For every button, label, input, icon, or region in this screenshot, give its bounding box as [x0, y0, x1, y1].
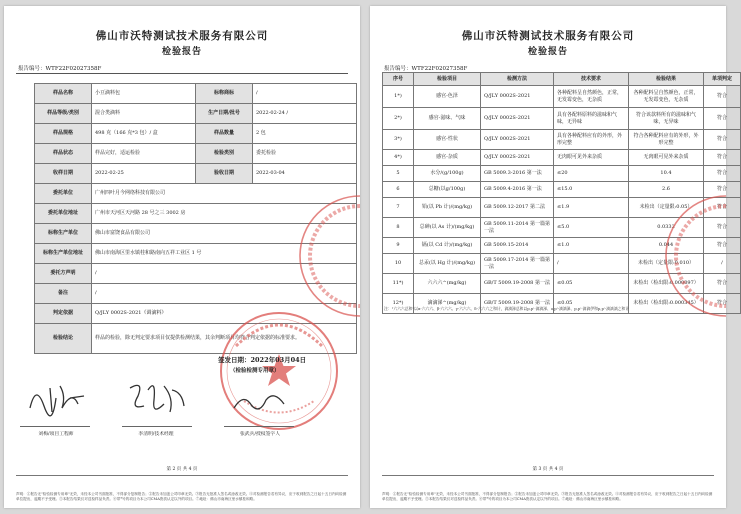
result-cell-method: GB 5009.3-2016 第一法	[481, 166, 554, 182]
field-label: 判定依据	[35, 304, 92, 324]
field-label: 样品数量	[196, 124, 253, 144]
info-row	[35, 184, 357, 204]
result-cell-item: 感官-滋味、气味	[414, 108, 481, 130]
result-cell-item: 滴滴涕^(mg/kg)	[414, 294, 481, 314]
result-cell-verdict: 符合	[704, 150, 741, 166]
field-value: 498 克（166 克*3 包）/ 盒	[92, 124, 196, 144]
signature-line-3	[224, 426, 294, 427]
report-number: 报告编号：WTF22F02027358F	[18, 66, 102, 72]
result-cell-no: 9	[383, 238, 414, 254]
result-cell-item: 感官-性状	[414, 130, 481, 150]
seam-stamp	[346, 196, 360, 316]
result-cell-method: GB 5009.4-2016 第一法	[481, 182, 554, 198]
result-row	[383, 198, 741, 218]
result-cell-result: 未检出（定量限:0.010）	[629, 254, 704, 274]
field-value: 2022-03-04	[253, 164, 357, 184]
seam-stamp	[710, 196, 726, 316]
field-value: 2 包	[253, 124, 357, 144]
signer-1: 刘梅/项目工程师	[38, 432, 74, 437]
footer-rule	[382, 475, 714, 476]
result-cell-req: ≤5.0	[554, 218, 629, 238]
result-cell-verdict: 符合	[704, 198, 741, 218]
field-label: 样品规格	[35, 124, 92, 144]
result-cell-result: 0.0332	[629, 218, 704, 238]
field-value: 委托检验	[253, 144, 357, 164]
result-cell-verdict: 符合	[704, 182, 741, 198]
field-value: 小豆滴料包	[92, 84, 196, 104]
result-cell-req: 具有各配料原料的滋味和气味，无异味	[554, 108, 629, 130]
result-cell-no: 2*)	[383, 108, 414, 130]
result-cell-req: ≤15.0	[554, 182, 629, 198]
result-cell-item: 感官-色泽	[414, 86, 481, 108]
result-cell-result: 2.6	[629, 182, 704, 198]
result-row	[383, 150, 741, 166]
field-value: 样品完好，适运检验	[92, 144, 196, 164]
signature-1	[26, 378, 86, 418]
result-cell-no: 11*)	[383, 274, 414, 294]
signature-2	[124, 376, 188, 420]
report-page-2	[4, 6, 360, 508]
header-rule	[16, 73, 348, 74]
field-label: 备注	[35, 284, 92, 304]
company-name: 佛山市沃特测试技术服务有限公司	[95, 30, 269, 42]
result-cell-item: 感官-杂质	[414, 150, 481, 166]
field-value: Q/JLY 0002S-2021《调滴料》	[92, 304, 357, 324]
result-cell-verdict: /	[704, 254, 741, 274]
signer-2: 李清明/技术经理	[138, 432, 174, 437]
result-cell-result: 未检出（定量限:0.05）	[629, 198, 704, 218]
info-row	[35, 144, 357, 164]
field-label: 检验类别	[196, 144, 253, 164]
result-cell-req: 无肉眼可见外来杂质	[554, 150, 629, 166]
result-row	[383, 86, 741, 108]
field-label: 生产日期/批号	[196, 104, 253, 124]
result-cell-no: 8	[383, 218, 414, 238]
page-number: 第 2 页 共 4 页	[166, 467, 198, 472]
field-label: 样品等级/类别	[35, 104, 92, 124]
result-cell-method: GB/T 5009.19-2008 第一法	[481, 294, 554, 314]
result-cell-no: 10	[383, 254, 414, 274]
document-title: 检验报告	[161, 47, 202, 57]
info-row	[35, 104, 357, 124]
field-value: 2022-02-24 /	[253, 104, 357, 124]
result-cell-item: 总砷(以 As 计)/(mg/kg)	[414, 218, 481, 238]
result-cell-req: ≤1.9	[554, 198, 629, 218]
result-cell-verdict: 符合	[704, 274, 741, 294]
result-cell-item: 总糖(以g/100g)	[414, 182, 481, 198]
seal-caption: （检验检测专用章）	[230, 368, 280, 374]
field-value: 佛山市南海区里水镇桂和路南向五祥工业区 1 号	[92, 244, 357, 264]
signature-line-1	[20, 426, 90, 427]
result-cell-no: 12*)	[383, 294, 414, 314]
footnote: 声明：①报告无"检验检测专用章"无效，未经本公司书面批准，不得部分复制报告；②报告未加盖公司印章无效。③报告无批准人签名或涂改无效。④对检测报告若有异议，应于收到报告之日起十五日内向检测单位提出，逾期不予受理。⑤本报告结果仅对送检样品负责。⑥带*号的项目为本公司CMA资质认定以外的项目。⑦地址：佛山市南海区里水镇桂和路。	[16, 492, 347, 502]
result-cell-item: 总汞(以 Hg 计)/(mg/kg)	[414, 254, 481, 274]
col-header: 序号	[383, 73, 414, 86]
result-cell-no: 7	[383, 198, 414, 218]
field-label: 标称商标	[196, 84, 253, 104]
report-number: 报告编号：WTF22F02027358F	[384, 66, 468, 72]
field-value: 广州市天河区天河路 28 号之三 3002 房	[92, 204, 357, 224]
footnote: 声明：①报告无"检验检测专用章"无效，未经本公司书面批准，不得部分复制报告；②报告未加盖公司印章无效。③报告无批准人签名或涂改无效。④对检测报告若有异议，应于收到报告之日起十五日内向检测单位提出，逾期不予受理。⑤本报告结果仅对送检样品负责。⑥带*号的项目为本公司CMA资质认定以外的项目。⑦地址：佛山市南海区里水镇桂和路。	[382, 492, 713, 502]
field-value: 佛山市富饶食品有限公司	[92, 224, 357, 244]
field-value: 广州四叶月今网络科技有限公司	[92, 184, 357, 204]
result-cell-result: 符合该款料所有的滋味和气味，无异味	[629, 108, 704, 130]
field-value: 样品的检验，除无判定要求项目仅提供检测结果，其余判断项目均符合判定依据的标准要求。	[92, 324, 357, 354]
result-cell-item: 六六六^(mg/kg)	[414, 274, 481, 294]
result-row	[383, 108, 741, 130]
result-cell-item: 水分/(g/100g)	[414, 166, 481, 182]
result-cell-result: 未检出（检出限:0.000097）	[629, 274, 704, 294]
field-label: 验收日期	[196, 164, 253, 184]
field-label: 收样日期	[35, 164, 92, 184]
result-cell-verdict: 符合	[704, 294, 741, 314]
document-title: 检验报告	[527, 47, 568, 57]
result-cell-no: 1*)	[383, 86, 414, 108]
result-cell-result: 10.4	[629, 166, 704, 182]
field-label: 标称生产单位地址	[35, 244, 92, 264]
result-cell-method: GB 5009.11-2014 第一篇第一法	[481, 218, 554, 238]
field-value: /	[253, 84, 357, 104]
field-value: /	[92, 264, 357, 284]
info-row	[35, 164, 357, 184]
page-number: 第 3 页 共 4 页	[532, 467, 564, 472]
result-cell-req: ≤0.05	[554, 274, 629, 294]
result-cell-result: 符合各种配料应有的外形，外形完整	[629, 130, 704, 150]
result-cell-verdict: 符合	[704, 130, 741, 150]
result-cell-no: 5	[383, 166, 414, 182]
result-cell-method: Q/JLY 0002S-2021	[481, 86, 554, 108]
result-note: 注："六六六总和"以α-六六六、β-六六六、γ-六六六、δ-六六六之和计，滴滴涕总和以p,p'-滴滴涕、o,p'-滴滴涕、p,p'-滴滴伊和p,p'-滴滴滴之和计	[384, 306, 630, 311]
issue-date: 签发日期：2022年03月04日	[218, 356, 307, 364]
result-cell-verdict: 符合	[704, 108, 741, 130]
result-cell-method: GB 5009.17-2014 第一篇第一法	[481, 254, 554, 274]
result-cell-req: /	[554, 254, 629, 274]
result-cell-result: 未检出（检出限:0.000345）	[629, 294, 704, 314]
result-row	[383, 130, 741, 150]
result-row	[383, 274, 741, 294]
field-value: 2022-02-25	[92, 164, 196, 184]
col-header: 检验结果	[629, 73, 704, 86]
info-row	[35, 264, 357, 284]
result-cell-method: Q/JLY 0002S-2021	[481, 108, 554, 130]
field-label: 标称生产单位	[35, 224, 92, 244]
result-cell-verdict: 符合	[704, 238, 741, 254]
test-results-table	[382, 72, 741, 314]
signature-3	[230, 384, 290, 418]
result-cell-verdict: 符合	[704, 166, 741, 182]
result-row	[383, 254, 741, 274]
signature-line-2	[122, 426, 192, 427]
signer-3: 张武兵/授权签字人	[240, 432, 280, 437]
result-cell-item: 镉(以 Cd 计)/(mg/kg)	[414, 238, 481, 254]
result-cell-req: ≤1.0	[554, 238, 629, 254]
result-cell-req: ≤0.05	[554, 294, 629, 314]
result-cell-method: Q/JLY 0002S-2021	[481, 150, 554, 166]
result-cell-method: GB/T 5009.19-2008 第一法	[481, 274, 554, 294]
info-row	[35, 84, 357, 104]
result-row	[383, 238, 741, 254]
field-label: 委托方声明	[35, 264, 92, 284]
result-cell-req: ≤20	[554, 166, 629, 182]
result-cell-result: 无肉眼可见外来杂质	[629, 150, 704, 166]
field-value: 混合类滴料	[92, 104, 196, 124]
info-row	[35, 124, 357, 144]
col-header: 单项判定	[704, 73, 741, 86]
field-label: 委托单位	[35, 184, 92, 204]
field-label: 样品名称	[35, 84, 92, 104]
result-cell-no: 4*)	[383, 150, 414, 166]
col-header: 检验项目	[414, 73, 481, 86]
col-header: 检测方法	[481, 73, 554, 86]
result-cell-verdict: 符合	[704, 86, 741, 108]
result-cell-no: 3*)	[383, 130, 414, 150]
field-value: /	[92, 284, 357, 304]
result-row	[383, 166, 741, 182]
result-cell-verdict: 符合	[704, 218, 741, 238]
report-page-3	[370, 6, 732, 508]
col-header: 技术要求	[554, 73, 629, 86]
result-row	[383, 182, 741, 198]
field-label: 委托单位地址	[35, 204, 92, 224]
result-cell-no: 6	[383, 182, 414, 198]
result-cell-req: 具有各种配料应有的外形，外形完整	[554, 130, 629, 150]
result-cell-result: 0.044	[629, 238, 704, 254]
result-cell-method: GB 5009.15-2014	[481, 238, 554, 254]
field-label: 样品状态	[35, 144, 92, 164]
result-cell-method: GB 5009.12-2017 第二法	[481, 198, 554, 218]
info-row	[35, 204, 357, 224]
result-cell-req: 各种配料呈自然颜色，正常，无发霉变色，无杂质	[554, 86, 629, 108]
result-cell-item: 铅(以 Pb 计)/(mg/kg)	[414, 198, 481, 218]
company-name: 佛山市沃特测试技术服务有限公司	[461, 30, 635, 42]
footer-rule	[16, 475, 348, 476]
result-cell-method: Q/JLY 0002S-2021	[481, 130, 554, 150]
field-label: 检验结论	[35, 324, 92, 354]
result-cell-result: 各种配料呈自然颜色，正常，无发霉变色，无杂质	[629, 86, 704, 108]
